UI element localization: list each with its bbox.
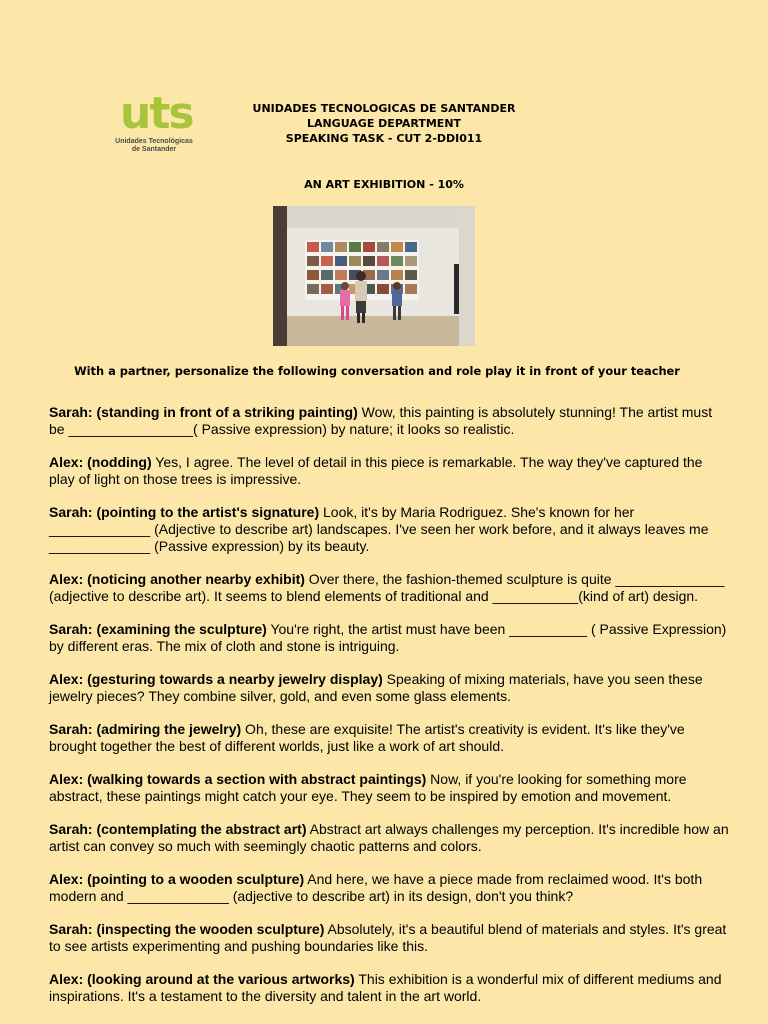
task-name: SPEAKING TASK - CUT 2-DDI011 [285,132,483,145]
dialogue-line [49,671,729,705]
institution-name: UNIDADES TECNOLOGICAS DE SANTANDER [252,102,516,115]
speaker-cue: Sarah: (examining the sculpture) [49,621,267,637]
logo-wordmark: uts [120,88,193,139]
dialogue-text: And here, we have a piece made from reclaimed wood. It's both modern and _____________ (adjective to describe art) in its design, don't you think? [49,871,703,904]
dialogue-line [49,971,729,1005]
dialogue-line [49,621,729,655]
dialogue-line [49,571,729,605]
speaker-cue: Alex: (noticing another nearby exhibit) [49,571,305,587]
speaker-cue: Alex: (walking towards a section with abstract paintings) [49,771,427,787]
dialogue-text: Wow, this painting is absolutely stunning! The artist must be ________________( Passive expression) by nature; it looks so realistic. [49,404,713,437]
logo-subtitle-line2: de Santander [131,146,177,153]
dialogue-text: Speaking of mixing materials, have you seen these jewelry pieces? They combine silver, gold, and even some glass elements. [49,671,703,704]
dialogue-text: Look, it's by Maria Rodriguez. She's known for her _____________ (Adjective to describe art) landscapes. I've seen her work before, and it always leaves me _____________ (Passive expression) by its beauty. [49,504,709,554]
dialogue [49,404,729,1021]
speaker-cue: Sarah: (inspecting the wooden sculpture) [49,921,325,937]
speaker-cue: Alex: (looking around at the various artworks) [49,971,355,987]
speaker-cue: Alex: (nodding) [49,454,152,470]
gallery-photo [273,206,475,346]
dialogue-line [49,504,729,555]
speaker-cue: Sarah: (pointing to the artist's signature) [49,504,320,520]
dialogue-text: Oh, these are exquisite! The artist's creativity is evident. It's like they've brought together the best of different worlds, just like a work of art should. [49,721,685,754]
dialogue-line [49,721,729,755]
page-title: AN ART EXHIBITION - 10% [304,178,464,191]
speaker-cue: Alex: (gesturing towards a nearby jewelry display) [49,671,383,687]
speaker-cue: Sarah: (contemplating the abstract art) [49,821,307,837]
dialogue-text: You're right, the artist must have been __________ ( Passive Expression) by different eras. The mix of cloth and stone is intriguing. [49,621,727,654]
logo-subtitle-line1: Unidades Tecnológicas [115,138,193,145]
instructions: With a partner, personalize the following conversation and role play it in front of your teacher [74,364,680,378]
dialogue-text: This exhibition is a wonderful mix of different mediums and inspirations. It's a testament to the diversity and talent in the art world. [49,971,722,1004]
dialogue-line [49,404,729,438]
dialogue-line [49,821,729,855]
speaker-cue: Alex: (pointing to a wooden sculpture) [49,871,305,887]
dialogue-line [49,871,729,905]
dialogue-line [49,454,729,488]
dialogue-text: Now, if you're looking for something more abstract, these paintings might catch your eye. They seem to be inspired by emotion and movement. [49,771,687,804]
dialogue-text: Yes, I agree. The level of detail in this piece is remarkable. The way they've captured the play of light on those trees is impressive. [49,454,703,487]
dialogue-line [49,921,729,955]
speaker-cue: Sarah: (admiring the jewelry) [49,721,242,737]
speaker-cue: Sarah: (standing in front of a striking painting) [49,404,358,420]
dialogue-text: Abstract art always challenges my perception. It's incredible how an artist can convey so much with seemingly chaotic patterns and colors. [49,821,729,854]
department-name: LANGUAGE DEPARTMENT [306,117,462,130]
dialogue-text: Over there, the fashion-themed sculpture is quite ______________ (adjective to describe art). It seems to blend elements of traditional and ___________(kind of art) design. [49,571,725,604]
dialogue-text: Absolutely, it's a beautiful blend of materials and styles. It's great to see artists experimenting and pushing boundaries like this. [49,921,727,954]
dialogue-line [49,771,729,805]
